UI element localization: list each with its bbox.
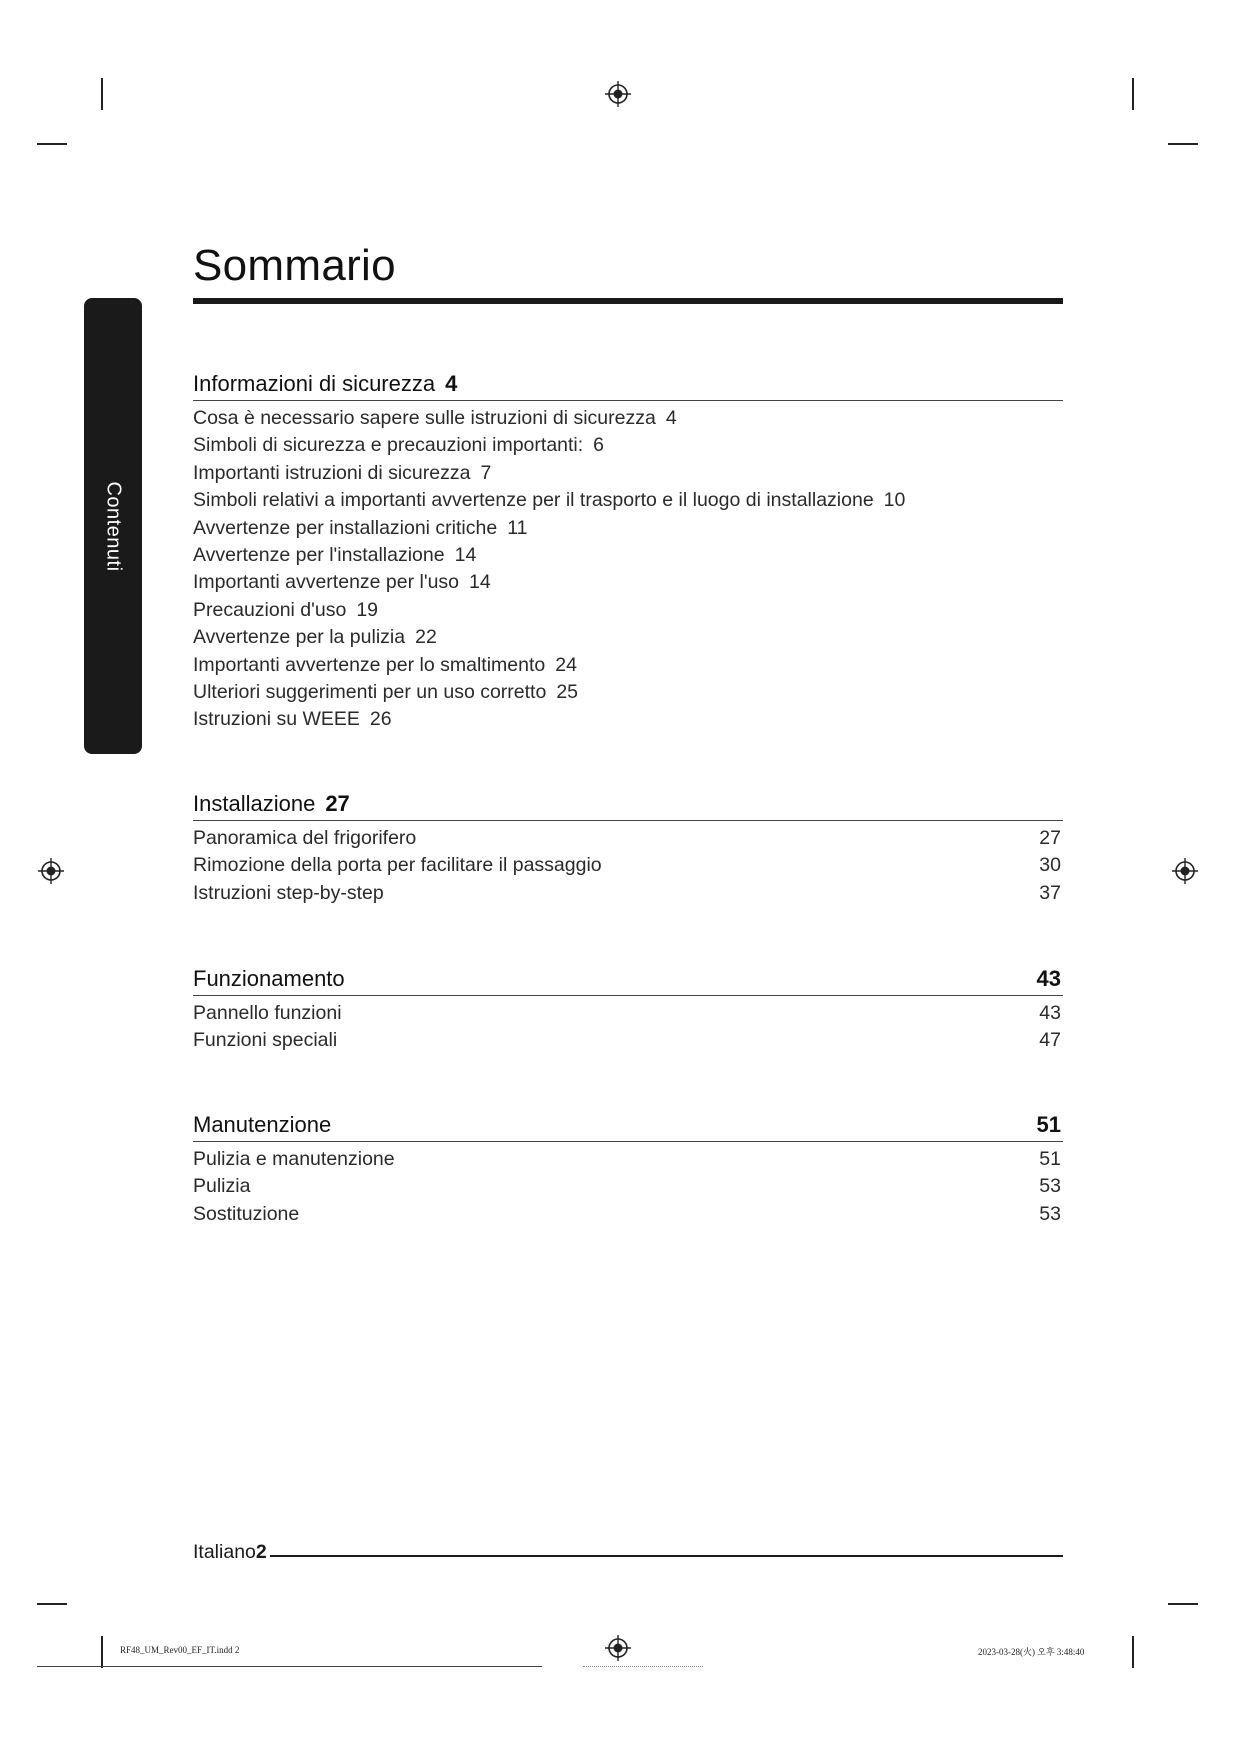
slug-rule [583, 1666, 703, 1668]
crop-mark [101, 78, 103, 110]
section-title[interactable]: Installazione 27 [193, 791, 350, 816]
section-heading [193, 369, 1063, 401]
toc-item-page: 30 [1039, 854, 1061, 877]
toc-item[interactable]: Pannello funzioni 43 [193, 1000, 1063, 1027]
crop-mark [37, 143, 67, 145]
toc-item[interactable]: Istruzioni su WEEE 26 [193, 708, 392, 731]
crop-mark [1132, 1636, 1134, 1668]
toc-item-page: 27 [1039, 827, 1061, 849]
registration-mark-icon [38, 858, 64, 884]
toc-section-maintenance [193, 1110, 1063, 1228]
section-title[interactable]: Informazioni di sicurezza 4 [193, 371, 458, 396]
toc-item[interactable]: Funzioni speciali 47 [193, 1027, 1063, 1054]
toc-item[interactable]: Avvertenze per l'installazione 14 [193, 543, 477, 566]
toc-item-page: 53 [1039, 1202, 1061, 1225]
toc-section-operation [193, 964, 1063, 1055]
toc-item[interactable]: Avvertenze per la pulizia 22 [193, 626, 437, 649]
side-tab-label: Contenuti [102, 480, 125, 572]
section-heading [193, 1110, 1063, 1142]
toc-item-page: 25 [556, 680, 579, 703]
toc-item[interactable]: Pulizia 53 [193, 1173, 1063, 1200]
toc-item[interactable]: Precauzioni d'uso 19 [193, 598, 379, 621]
toc-item-page: 51 [1039, 1148, 1061, 1170]
section-title[interactable]: Funzionamento [193, 966, 345, 991]
section-title[interactable]: Manutenzione [193, 1112, 332, 1137]
toc-item-page: 7 [480, 461, 492, 484]
footer-page-number: 2 [255, 1541, 267, 1563]
crop-mark [1132, 78, 1134, 110]
toc-item-page: 10 [883, 489, 906, 512]
toc-item[interactable]: Panoramica del frigorifero 27 [193, 825, 1063, 852]
toc-item[interactable]: Importanti avvertenze per lo smaltimento 24 [193, 653, 577, 676]
footer-rule [270, 1555, 1063, 1557]
section-page: 4 [445, 371, 458, 396]
slug-timestamp: 2023-03-28(火) 오후 3:48:40 [978, 1647, 1085, 1657]
section-page: 43 [1036, 966, 1061, 991]
crop-mark [1168, 1603, 1198, 1605]
toc-item-page: 24 [555, 653, 577, 676]
toc-item-page: 19 [356, 598, 379, 621]
toc-item-page: 6 [593, 434, 605, 457]
footer-page-label [193, 1541, 267, 1564]
crop-mark [1168, 143, 1198, 145]
slug-file: RF48_UM_Rev00_EF_IT.indd 2 [120, 1645, 240, 1655]
section-page: 51 [1036, 1112, 1061, 1137]
toc-item-page: 37 [1039, 881, 1061, 904]
toc-item-page: 53 [1039, 1175, 1061, 1198]
section-page: 27 [325, 791, 350, 816]
toc-item-page: 11 [507, 516, 528, 539]
toc-item[interactable]: Pulizia e manutenzione 51 [193, 1146, 1063, 1173]
registration-mark-icon [605, 81, 631, 107]
page-title: Sommario [193, 241, 396, 290]
toc-item[interactable]: Simboli di sicurezza e precauzioni importanti: 6 [193, 434, 605, 457]
toc-item-page: 14 [454, 543, 477, 566]
title-rule [193, 298, 1063, 304]
toc-item-page: 4 [665, 407, 677, 429]
slug-rule [37, 1666, 542, 1667]
toc-item-page: 47 [1039, 1029, 1061, 1052]
side-tab-label-wrap [84, 298, 142, 754]
toc-item[interactable]: Sostituzione 53 [193, 1201, 1063, 1228]
toc-item[interactable]: Ulteriori suggerimenti per un uso corretto 25 [193, 680, 579, 703]
toc-section-safety [193, 369, 1063, 734]
toc-item-page: 43 [1039, 1002, 1061, 1024]
toc-item[interactable]: Importanti istruzioni di sicurezza 7 [193, 461, 492, 484]
footer-language: Italiano [193, 1541, 256, 1563]
crop-mark [101, 1636, 103, 1668]
registration-mark-icon [1172, 858, 1198, 884]
toc-item-page: 26 [369, 708, 392, 731]
toc-item[interactable]: Importanti avvertenze per l'uso 14 [193, 571, 491, 594]
toc-item[interactable]: Rimozione della porta per facilitare il passaggio 30 [193, 852, 1063, 879]
toc-item[interactable]: Istruzioni step-by-step 37 [193, 880, 1063, 907]
toc-item-page: 22 [415, 626, 437, 649]
toc-item-page: 14 [469, 571, 491, 594]
section-heading [193, 964, 1063, 996]
section-heading [193, 789, 1063, 821]
toc-item[interactable]: Simboli relativi a importanti avvertenze per il trasporto e il luogo di installazione 10 [193, 489, 906, 512]
registration-mark-icon [605, 1635, 631, 1661]
crop-mark [37, 1603, 67, 1605]
toc-item[interactable]: Cosa è necessario sapere sulle istruzioni di sicurezza 4 [193, 407, 677, 429]
toc-section-installation [193, 789, 1063, 907]
toc-item[interactable]: Avvertenze per installazioni critiche 11 [193, 516, 528, 539]
